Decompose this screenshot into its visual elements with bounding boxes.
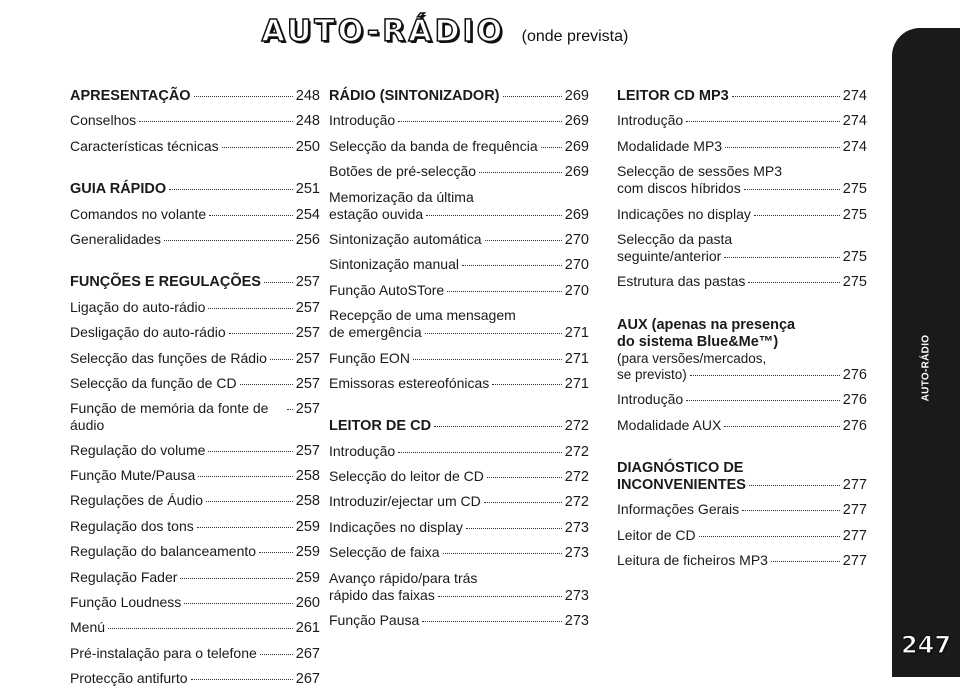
toc-entry[interactable] — [70, 467, 320, 485]
dot-leader — [485, 240, 562, 241]
toc-label: Pré-instalação para o telefone — [70, 644, 257, 661]
toc-entry-row — [70, 138, 320, 156]
toc-entry[interactable] — [329, 163, 589, 181]
toc-entry[interactable] — [617, 273, 867, 291]
toc-page-number: 276 — [842, 417, 867, 434]
toc-page-number: 274 — [842, 138, 867, 155]
toc-page-number: 259 — [295, 518, 320, 535]
section-gap — [70, 163, 320, 181]
toc-entry[interactable] — [70, 138, 320, 156]
toc-page-number: 269 — [564, 113, 589, 130]
toc-label: Ligação do auto-rádio — [70, 298, 206, 315]
toc-entry-row — [617, 552, 867, 570]
toc-page-number: 275 — [842, 248, 867, 265]
toc-section-heading[interactable] — [329, 418, 589, 435]
toc-label: Introdução — [329, 112, 396, 129]
dot-leader — [184, 603, 292, 604]
page-subtitle: (onde prevista) — [521, 28, 629, 45]
toc-page-number: 261 — [295, 620, 320, 637]
toc-entry-row — [70, 492, 320, 510]
page-header — [0, 14, 890, 49]
section-gap — [329, 400, 589, 418]
toc-entry-line: Selecção da pasta — [617, 230, 733, 247]
toc-label: Regulação do balanceamento — [70, 543, 257, 560]
toc-page-number: 257 — [295, 442, 320, 459]
toc-page-number: 276 — [842, 392, 867, 409]
toc-entry-row — [329, 587, 589, 605]
toc-heading-row — [329, 88, 589, 105]
toc-entry-row — [70, 467, 320, 485]
toc-label: Leitor de CD — [617, 526, 696, 543]
toc-page-number: 269 — [564, 164, 589, 181]
toc-label: Comandos no volante — [70, 205, 207, 222]
toc-entry[interactable] — [70, 619, 320, 637]
toc-entry[interactable] — [70, 442, 320, 460]
toc-entry[interactable] — [329, 570, 589, 605]
toc-entry-row — [70, 442, 320, 460]
toc-entry[interactable] — [329, 138, 589, 156]
toc-label: Introdução — [617, 391, 684, 408]
toc-entry-row — [617, 391, 867, 409]
dot-leader — [398, 121, 562, 122]
toc-entry[interactable] — [617, 112, 867, 130]
toc-entry[interactable] — [70, 375, 320, 393]
dot-leader — [139, 121, 293, 122]
toc-entry[interactable] — [329, 282, 589, 300]
toc-entry-row — [70, 670, 320, 688]
toc-label: Introduzir/ejectar um CD — [329, 493, 481, 510]
toc-label: Emissoras estereofónicas — [329, 374, 490, 391]
toc-entry[interactable] — [617, 552, 867, 570]
toc-entry[interactable] — [329, 189, 589, 224]
toc-page-number: 273 — [564, 613, 589, 630]
toc-entry[interactable] — [617, 391, 867, 409]
toc-page-number: 269 — [564, 138, 589, 155]
toc-section-heading[interactable] — [617, 88, 867, 105]
toc-page-number: 267 — [295, 671, 320, 688]
toc-entry-row — [329, 493, 589, 511]
dot-leader — [260, 654, 293, 655]
dot-leader — [206, 501, 293, 502]
toc-heading-row — [617, 88, 867, 105]
toc-page-number: 267 — [295, 645, 320, 662]
toc-label: LEITOR CD MP3 — [617, 88, 729, 104]
dot-leader — [503, 96, 562, 97]
toc-entry[interactable] — [617, 231, 867, 266]
toc-entry[interactable] — [329, 231, 589, 249]
section-gap — [70, 256, 320, 274]
toc-heading-line: DIAGNÓSTICO DE — [617, 459, 744, 476]
toc-entry-row — [329, 163, 589, 181]
toc-page-number: 248 — [295, 88, 320, 104]
dot-leader — [108, 628, 293, 629]
dot-leader — [686, 400, 840, 401]
toc-label: seguinte/anterior — [617, 247, 722, 264]
toc-entry[interactable] — [70, 645, 320, 663]
toc-section-heading[interactable] — [70, 274, 320, 291]
page-title: AUTO-RÁDIO — [261, 14, 506, 49]
toc-entry-row — [617, 248, 867, 266]
toc-section-heading[interactable] — [70, 88, 320, 105]
toc-column-3 — [617, 88, 867, 577]
dot-leader — [264, 282, 293, 283]
toc-page-number: 251 — [295, 181, 320, 198]
dot-leader — [447, 291, 562, 292]
toc-entry-row — [329, 256, 589, 274]
toc-label: Função Mute/Pausa — [70, 467, 196, 484]
toc-entry[interactable] — [329, 307, 589, 342]
toc-label: Informações Gerais — [617, 501, 740, 518]
toc-entry[interactable] — [329, 112, 589, 130]
toc-section-heading[interactable] — [617, 317, 867, 384]
dot-leader — [198, 476, 293, 477]
toc-entry[interactable] — [617, 163, 867, 198]
toc-page-number: 257 — [295, 325, 320, 342]
toc-entry-row — [329, 324, 589, 342]
toc-page-number: 257 — [295, 274, 320, 291]
toc-entry[interactable] — [70, 231, 320, 249]
toc-label: Sintonização automática — [329, 230, 482, 247]
dot-leader — [169, 189, 293, 190]
toc-label: Modalidade AUX — [617, 416, 722, 433]
toc-entry-row — [70, 324, 320, 342]
toc-entry-row — [329, 375, 589, 393]
dot-leader — [748, 282, 839, 283]
toc-page-number: 275 — [842, 206, 867, 223]
toc-label: Sintonização manual — [329, 256, 459, 273]
toc-label: de emergência — [329, 324, 422, 341]
dot-leader — [422, 621, 562, 622]
toc-entry[interactable] — [329, 612, 589, 630]
toc-entry-line: Selecção de sessões MP3 — [617, 163, 782, 180]
toc-page-number: 256 — [295, 231, 320, 248]
toc-label: Função de memória da fonte de áudio — [70, 400, 269, 434]
toc-entry-row — [70, 299, 320, 317]
toc-entry[interactable] — [617, 417, 867, 435]
toc-label: Características técnicas — [70, 137, 219, 154]
toc-entry[interactable] — [329, 544, 589, 562]
toc-entry[interactable] — [70, 492, 320, 510]
toc-entry[interactable] — [617, 527, 867, 545]
toc-page-number: 248 — [295, 113, 320, 130]
dot-leader — [699, 536, 840, 537]
dot-leader — [744, 189, 840, 190]
toc-entry-line: Avanço rápido/para trás — [329, 569, 478, 586]
toc-heading-row — [70, 274, 320, 291]
dot-leader — [749, 485, 840, 486]
toc-entry-row — [329, 468, 589, 486]
dot-leader — [492, 384, 562, 385]
toc-entry-row — [329, 519, 589, 537]
dot-leader — [208, 308, 292, 309]
toc-label: Desligação do auto-rádio — [70, 324, 226, 341]
section-gap — [617, 299, 867, 317]
toc-entry[interactable] — [329, 519, 589, 537]
toc-page-number: 270 — [564, 231, 589, 248]
toc-page-number: 259 — [295, 544, 320, 561]
toc-heading-row — [617, 367, 867, 384]
dot-leader — [180, 578, 292, 579]
toc-entry-row — [70, 206, 320, 224]
toc-label: Regulação dos tons — [70, 517, 194, 534]
toc-entry-row — [329, 443, 589, 461]
toc-label: GUIA RÁPIDO — [70, 181, 167, 198]
toc-page-number: 277 — [842, 476, 867, 493]
toc-page-number: 277 — [842, 502, 867, 519]
side-tab-label: AUTO-RÁDIO — [920, 334, 932, 402]
toc-page-number: 277 — [842, 527, 867, 544]
page-number: 247 — [900, 631, 952, 659]
toc-label: Função Pausa — [329, 612, 420, 629]
toc-entry-row — [329, 138, 589, 156]
toc-entry-row — [617, 527, 867, 545]
dot-leader — [194, 96, 293, 97]
toc-entry-row — [70, 543, 320, 561]
toc-section-heading[interactable] — [70, 181, 320, 198]
dot-leader — [425, 333, 562, 334]
toc-entry-row — [70, 645, 320, 663]
dot-leader — [462, 265, 562, 266]
dot-leader — [732, 96, 840, 97]
dot-leader — [164, 240, 293, 241]
toc-entry-row — [329, 112, 589, 130]
dot-leader — [725, 147, 840, 148]
toc-label: Botões de pré-selecção — [329, 163, 477, 180]
dot-leader — [754, 215, 840, 216]
toc-label: Estrutura das pastas — [617, 273, 746, 290]
toc-entry-row — [617, 417, 867, 435]
toc-entry-row — [329, 612, 589, 630]
dot-leader — [229, 333, 293, 334]
dot-leader — [686, 121, 840, 122]
toc-label: Função EON — [329, 349, 410, 366]
toc-entry-row — [329, 350, 589, 368]
toc-heading-row — [617, 477, 867, 494]
toc-label: Indicações no display — [617, 205, 751, 222]
dot-leader — [443, 553, 562, 554]
toc-entry[interactable] — [70, 543, 320, 561]
dot-leader — [484, 502, 562, 503]
toc-entry-row — [617, 501, 867, 519]
dot-leader — [438, 596, 562, 597]
toc-entry[interactable] — [70, 206, 320, 224]
toc-page-number: 272 — [564, 418, 589, 435]
toc-entry-row — [617, 112, 867, 130]
toc-page-number: 258 — [295, 468, 320, 485]
toc-entry-row — [70, 112, 320, 130]
toc-page-number: 257 — [295, 299, 320, 316]
dot-leader — [208, 451, 292, 452]
toc-page-number: 272 — [564, 443, 589, 460]
toc-entry-row — [70, 569, 320, 587]
toc-entry[interactable] — [617, 501, 867, 519]
toc-label: Leitura de ficheiros MP3 — [617, 552, 768, 569]
dot-leader — [724, 426, 840, 427]
dot-leader — [487, 477, 562, 478]
toc-entry[interactable] — [617, 138, 867, 156]
toc-entry-row — [70, 518, 320, 536]
toc-label: rápido das faixas — [329, 586, 435, 603]
toc-entry[interactable] — [329, 493, 589, 511]
section-gap — [617, 442, 867, 460]
toc-label: Selecção de faixa — [329, 544, 440, 561]
toc-entry-row — [617, 138, 867, 156]
toc-label: Regulação Fader — [70, 568, 178, 585]
toc-column-2 — [329, 88, 589, 637]
toc-label: FUNÇÕES E REGULAÇÕES — [70, 274, 261, 291]
toc-label: Regulação do volume — [70, 441, 206, 458]
toc-entry-row — [70, 619, 320, 637]
toc-label: Selecção do leitor de CD — [329, 468, 484, 485]
dot-leader — [191, 679, 293, 680]
toc-entry-line: Recepção de uma mensagem — [329, 307, 516, 324]
toc-entry-row — [70, 231, 320, 249]
dot-leader — [690, 375, 840, 376]
toc-entry[interactable] — [70, 324, 320, 342]
toc-entry-row — [329, 282, 589, 300]
toc-heading-row — [70, 88, 320, 105]
toc-page-number: 272 — [564, 494, 589, 511]
dot-leader — [466, 528, 562, 529]
toc-entry[interactable] — [70, 350, 320, 368]
toc-entry-row — [617, 206, 867, 224]
toc-label: com discos híbridos — [617, 180, 741, 197]
toc-label: se previsto) — [617, 366, 687, 382]
toc-label: LEITOR DE CD — [329, 418, 432, 435]
toc-page-number: 269 — [564, 88, 589, 104]
toc-entry-row — [329, 544, 589, 562]
dot-leader — [270, 359, 293, 360]
toc-label: Selecção da banda de frequência — [329, 137, 538, 154]
toc-label: Indicações no display — [329, 518, 463, 535]
toc-page-number: 257 — [295, 350, 320, 367]
toc-entry[interactable] — [70, 594, 320, 612]
toc-page-number: 271 — [564, 325, 589, 342]
toc-label: INCONVENIENTES — [617, 476, 746, 493]
toc-label: Protecção antifurto — [70, 670, 188, 687]
toc-column-1 — [70, 88, 320, 696]
toc-page-number: 272 — [564, 469, 589, 486]
toc-label: Selecção das funções de Rádio — [70, 349, 267, 366]
toc-label: estação ouvida — [329, 205, 424, 222]
toc-entry[interactable] — [329, 375, 589, 393]
dot-leader — [259, 552, 293, 553]
toc-label: Função Loudness — [70, 594, 182, 611]
toc-page-number: 260 — [295, 595, 320, 612]
toc-entry[interactable] — [70, 299, 320, 317]
toc-label: APRESENTAÇÃO — [70, 88, 191, 104]
toc-page-number: 271 — [564, 350, 589, 367]
toc-entry-row — [329, 231, 589, 249]
toc-page-number: 254 — [295, 206, 320, 223]
dot-leader — [398, 452, 562, 453]
toc-label: RÁDIO (SINTONIZADOR) — [329, 88, 500, 104]
toc-page-number: 273 — [564, 545, 589, 562]
toc-entry-row — [70, 594, 320, 612]
toc-entry[interactable] — [70, 400, 320, 434]
toc-entry[interactable] — [329, 468, 589, 486]
toc-label: Conselhos — [70, 112, 137, 129]
toc-label: Função AutoSTore — [329, 281, 445, 298]
toc-label: Modalidade MP3 — [617, 137, 723, 154]
toc-label: Selecção da função de CD — [70, 374, 237, 391]
toc-section-heading[interactable] — [617, 460, 867, 494]
toc-entry[interactable] — [70, 569, 320, 587]
toc-entry[interactable] — [70, 670, 320, 688]
dot-leader — [197, 527, 293, 528]
toc-entry-row — [70, 350, 320, 368]
dot-leader — [222, 147, 293, 148]
toc-entry[interactable] — [329, 443, 589, 461]
toc-page-number: 275 — [842, 181, 867, 198]
dot-leader — [209, 215, 293, 216]
toc-entry-row — [617, 180, 867, 198]
dot-leader — [426, 215, 562, 216]
toc-entry[interactable] — [617, 206, 867, 224]
toc-page-number: 250 — [295, 138, 320, 155]
dot-leader — [479, 172, 562, 173]
toc-label: Regulações de Áudio — [70, 492, 204, 509]
toc-entry[interactable] — [70, 518, 320, 536]
dot-leader — [742, 510, 840, 511]
toc-entry[interactable] — [329, 256, 589, 274]
toc-page-number: 259 — [295, 569, 320, 586]
dot-leader — [287, 409, 293, 410]
toc-section-heading[interactable] — [329, 88, 589, 105]
toc-entry-row — [70, 375, 320, 393]
dot-leader — [413, 359, 562, 360]
toc-page-number: 271 — [564, 375, 589, 392]
toc-heading-line: do sistema Blue&Me™) — [617, 333, 779, 350]
toc-page-number: 257 — [295, 401, 320, 418]
toc-heading-line: AUX (apenas na presença — [617, 316, 796, 333]
toc-entry-line: Memorização da última — [329, 188, 474, 205]
toc-entry[interactable] — [329, 350, 589, 368]
toc-label: Introdução — [617, 112, 684, 129]
toc-label: Introdução — [329, 442, 396, 459]
toc-entry-row — [70, 400, 320, 434]
toc-page-number: 273 — [564, 519, 589, 536]
toc-entry[interactable] — [70, 112, 320, 130]
toc-entry-row — [617, 273, 867, 291]
toc-entry-row — [329, 206, 589, 224]
toc-page-number: 269 — [564, 206, 589, 223]
toc-page-number: 277 — [842, 553, 867, 570]
dot-leader — [541, 147, 562, 148]
dot-leader — [240, 384, 293, 385]
dot-leader — [771, 561, 840, 562]
toc-label: Menú — [70, 619, 106, 636]
toc-page-number: 274 — [842, 113, 867, 130]
toc-heading-row — [329, 418, 589, 435]
toc-page-number: 274 — [842, 88, 867, 104]
toc-page-number: 270 — [564, 282, 589, 299]
toc-page-number: 270 — [564, 257, 589, 274]
toc-page-number: 276 — [842, 366, 867, 383]
toc-heading-note: (para versões/mercados, — [617, 350, 767, 366]
toc-page-number: 275 — [842, 274, 867, 291]
toc-heading-row — [70, 181, 320, 198]
dot-leader — [724, 257, 840, 258]
toc-page-number: 273 — [564, 587, 589, 604]
toc-page-number: 257 — [295, 375, 320, 392]
toc-page-number: 258 — [295, 493, 320, 510]
side-tab — [892, 28, 960, 677]
toc-label: Generalidades — [70, 230, 162, 247]
dot-leader — [434, 426, 562, 427]
